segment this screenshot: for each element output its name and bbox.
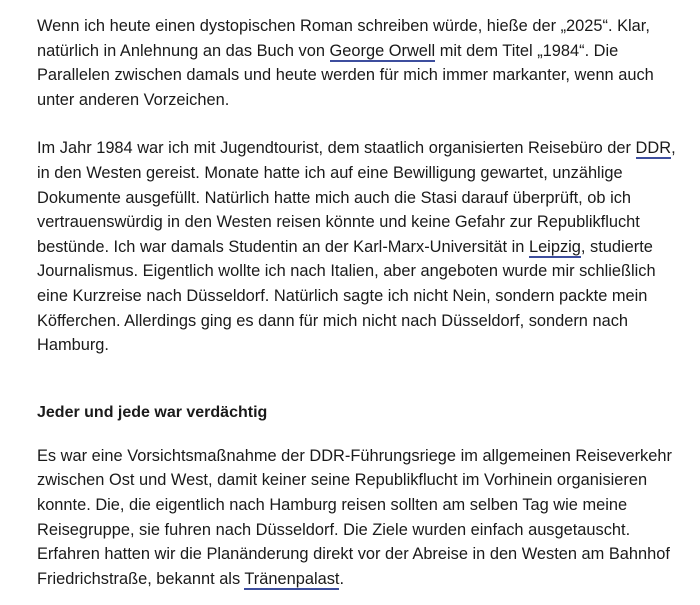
paragraph-1984-trip xyxy=(37,136,680,357)
link-ddr[interactable]: DDR xyxy=(635,139,672,158)
link-traenenpalast[interactable]: Tränenpalast xyxy=(244,569,340,588)
section-heading: Jeder und jede war verdächtig xyxy=(37,403,268,421)
paragraph-trip-text-3: , studierte Journalismus. Eigentlich wollte ich nach Italien, aber angeboten wurde mir schließlich eine Kurzreise nach Düsseldorf. Natürlich sagte ich nicht Nein, sondern packte mein Köfferchen. Allerdings ging es dann für mich nicht nach Düsseldorf, sondern nach Hamburg. xyxy=(37,237,656,355)
paragraph-trip-text-1: Im Jahr 1984 war ich mit Jugendtourist, dem staatlich organisierten Reisebüro der xyxy=(37,139,636,158)
paragraph-trip-text-2: , in den Westen gereist. Monate hatte ich auf eine Bewilligung gewartet, unzählige Dokumente ausgefüllt. Natürlich hatte mich auch die Stasi darauf überprüft, ob ich vertrauenswürdig in den Westen reisen könnte und keine Gefahr zur Republikflucht bestünde. Ich war damals Studentin an der Karl-Marx-Universität in xyxy=(37,139,676,256)
link-leipzig[interactable]: Leipzig xyxy=(528,237,581,256)
paragraph-precaution-text-end: . xyxy=(339,569,345,588)
paragraph-precaution xyxy=(37,444,680,592)
paragraph-precaution-text-start: Es war eine Vorsichtsmaßnahme der DDR-Führungsriege im allgemeinen Reiseverkehr zwischen Ost und West, damit keiner seine Republikflucht im Vorhinein organisieren konnte. Die, die eigentlich nach Hamburg reisen sollten am selben Tag wie meine Reisegruppe, sie fuhren nach Düsseldorf. Die Ziele wurden einfach ausgetauscht. Erfahren hatten wir die Planänderung direkt vor der Abreise in den Westen am Bahnhof Friedrichstraße, bekannt als xyxy=(37,446,672,588)
paragraph-intro-text-end: mit dem Titel „1984“. Die Parallelen zwischen damals und heute werden für mich immer markanter, wenn auch unter anderen Vorzeichen. xyxy=(37,41,654,109)
paragraph-intro-text-start: Wenn ich heute einen dystopischen Roman schreiben würde, hieße der „2025“. Klar, natürlich in Anlehnung an das Buch von xyxy=(37,17,650,60)
link-george-orwell[interactable]: George Orwell xyxy=(329,41,436,60)
paragraph-intro xyxy=(37,14,680,112)
